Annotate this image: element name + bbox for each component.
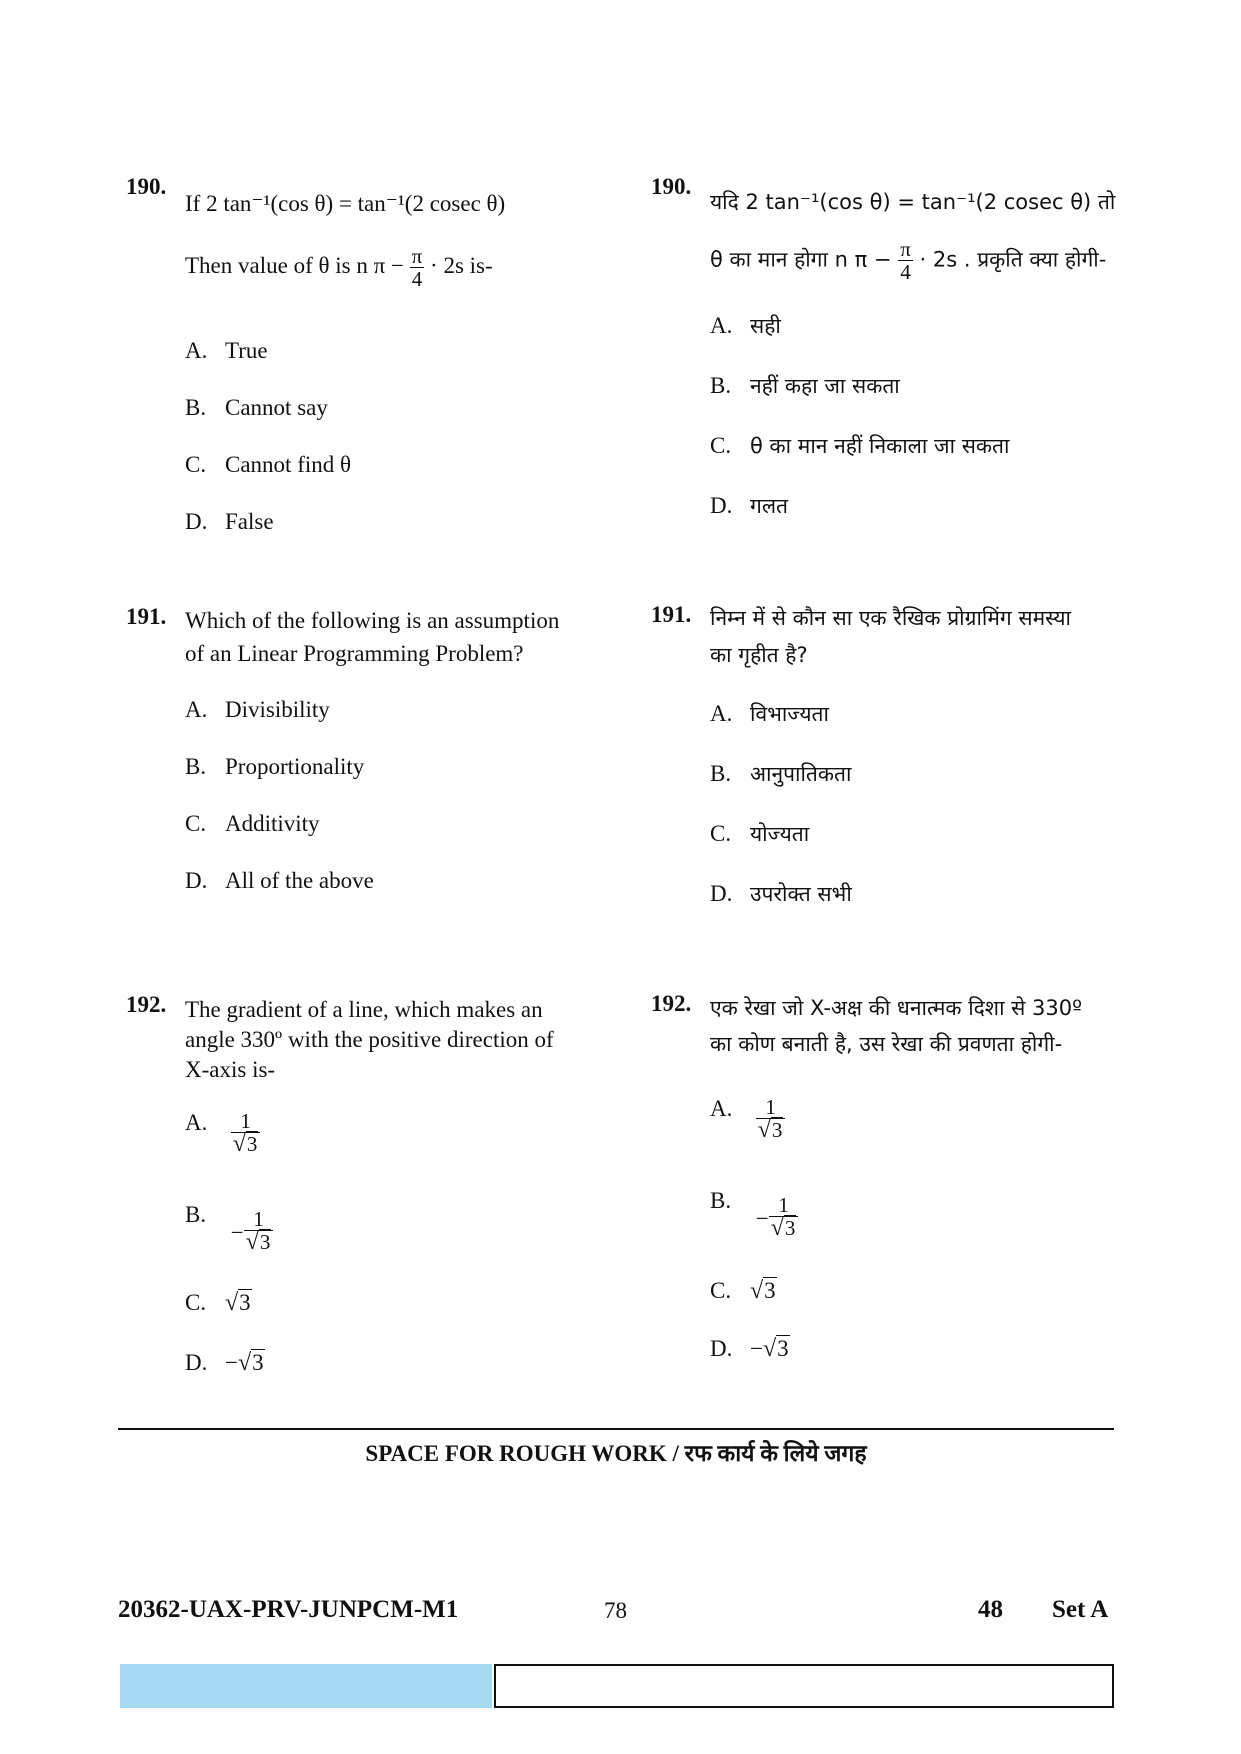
question-text-line2: θ का मान होगा n π − $\frac{\pi}{4}$ · 2s . प्रकृति क्या होगी-: [710, 237, 1107, 284]
question-text: If 2 tan⁻¹(cos θ) = tan⁻¹(2 cosec θ): [185, 191, 506, 216]
rough-work-heading: SPACE FOR ROUGH WORK / रफ कार्य के लिये जगह: [365, 1441, 867, 1466]
fraction: $\frac{\pi}{4}$: [411, 244, 423, 291]
option-b[interactable]: B. आनुपातिकता: [710, 761, 852, 786]
question-number: 190.: [126, 174, 167, 199]
question-text: Which of the following is an assumption: [185, 608, 560, 633]
question-text: निम्न में से कौन सा एक रैखिक प्रोग्रामिंग समस्या: [710, 606, 1071, 630]
option-c[interactable]: C. Cannot find θ: [185, 452, 352, 477]
option-b[interactable]: B. Cannot say: [185, 395, 328, 420]
option-a[interactable]: A. True: [185, 338, 268, 363]
option-b[interactable]: B. Proportionality: [185, 754, 365, 779]
page-number: 78: [604, 1598, 627, 1623]
footer-box: [494, 1664, 1114, 1708]
option-d[interactable]: D. −√3: [185, 1350, 264, 1376]
option-a[interactable]: A. $\frac{1}{√3}$: [185, 1110, 260, 1155]
option-d[interactable]: D. गलत: [710, 493, 789, 518]
question-text-line2: का गृहीत है?: [710, 643, 808, 667]
option-a[interactable]: A. सही: [710, 313, 781, 338]
question-text-line2: angle 330º with the positive direction of: [185, 1027, 554, 1052]
option-a[interactable]: A. $\frac{1}{√3}$: [710, 1096, 785, 1141]
option-b[interactable]: B. नहीं कहा जा सकता: [710, 373, 900, 398]
question-text: यदि 2 tan⁻¹(cos θ) = tan⁻¹(2 cosec θ) तो: [710, 190, 1116, 214]
question-number: 192.: [651, 991, 692, 1016]
option-c[interactable]: C. √3: [185, 1290, 251, 1316]
paper-code: 20362-UAX-PRV-JUNPCM-M1: [118, 1596, 459, 1623]
question-number: 191.: [651, 602, 692, 627]
option-d[interactable]: D. All of the above: [185, 868, 374, 893]
set-number: 48: [978, 1596, 1003, 1623]
question-text-line2: Then value of θ is n π − $\frac{\pi}{4}$ · 2s is-: [185, 244, 493, 291]
question-text-line2: का कोण बनाती है, उस रेखा की प्रवणता होगी-: [710, 1032, 1063, 1056]
option-d[interactable]: D. False: [185, 509, 274, 534]
question-text: The gradient of a line, which makes an: [185, 997, 543, 1022]
option-a[interactable]: A. Divisibility: [185, 697, 330, 722]
set-label: Set A: [1052, 1596, 1109, 1623]
option-a[interactable]: A. विभाज्यता: [710, 701, 829, 726]
question-text-line2: of an Linear Programming Problem?: [185, 641, 524, 666]
question-number: 191.: [126, 604, 167, 629]
option-c[interactable]: C. Additivity: [185, 811, 320, 836]
option-c[interactable]: C. θ का मान नहीं निकाला जा सकता: [710, 433, 1010, 458]
option-d[interactable]: D. उपरोक्त सभी: [710, 881, 852, 906]
option-b[interactable]: B. − $\frac{1}{√3}$: [185, 1202, 273, 1253]
question-number: 192.: [126, 992, 167, 1017]
question-text-line3: X-axis is-: [185, 1057, 276, 1082]
question-number: 190.: [651, 174, 692, 199]
option-d[interactable]: D. −√3: [710, 1336, 789, 1362]
option-c[interactable]: C. √3: [710, 1278, 776, 1304]
question-text: एक रेखा जो X-अक्ष की धनात्मक दिशा से 330º: [710, 996, 1083, 1020]
option-b[interactable]: B. − $\frac{1}{√3}$: [710, 1188, 798, 1239]
divider-line: [118, 1428, 1114, 1430]
option-c[interactable]: C. योज्यता: [710, 821, 810, 846]
colour-bar: [120, 1664, 492, 1708]
